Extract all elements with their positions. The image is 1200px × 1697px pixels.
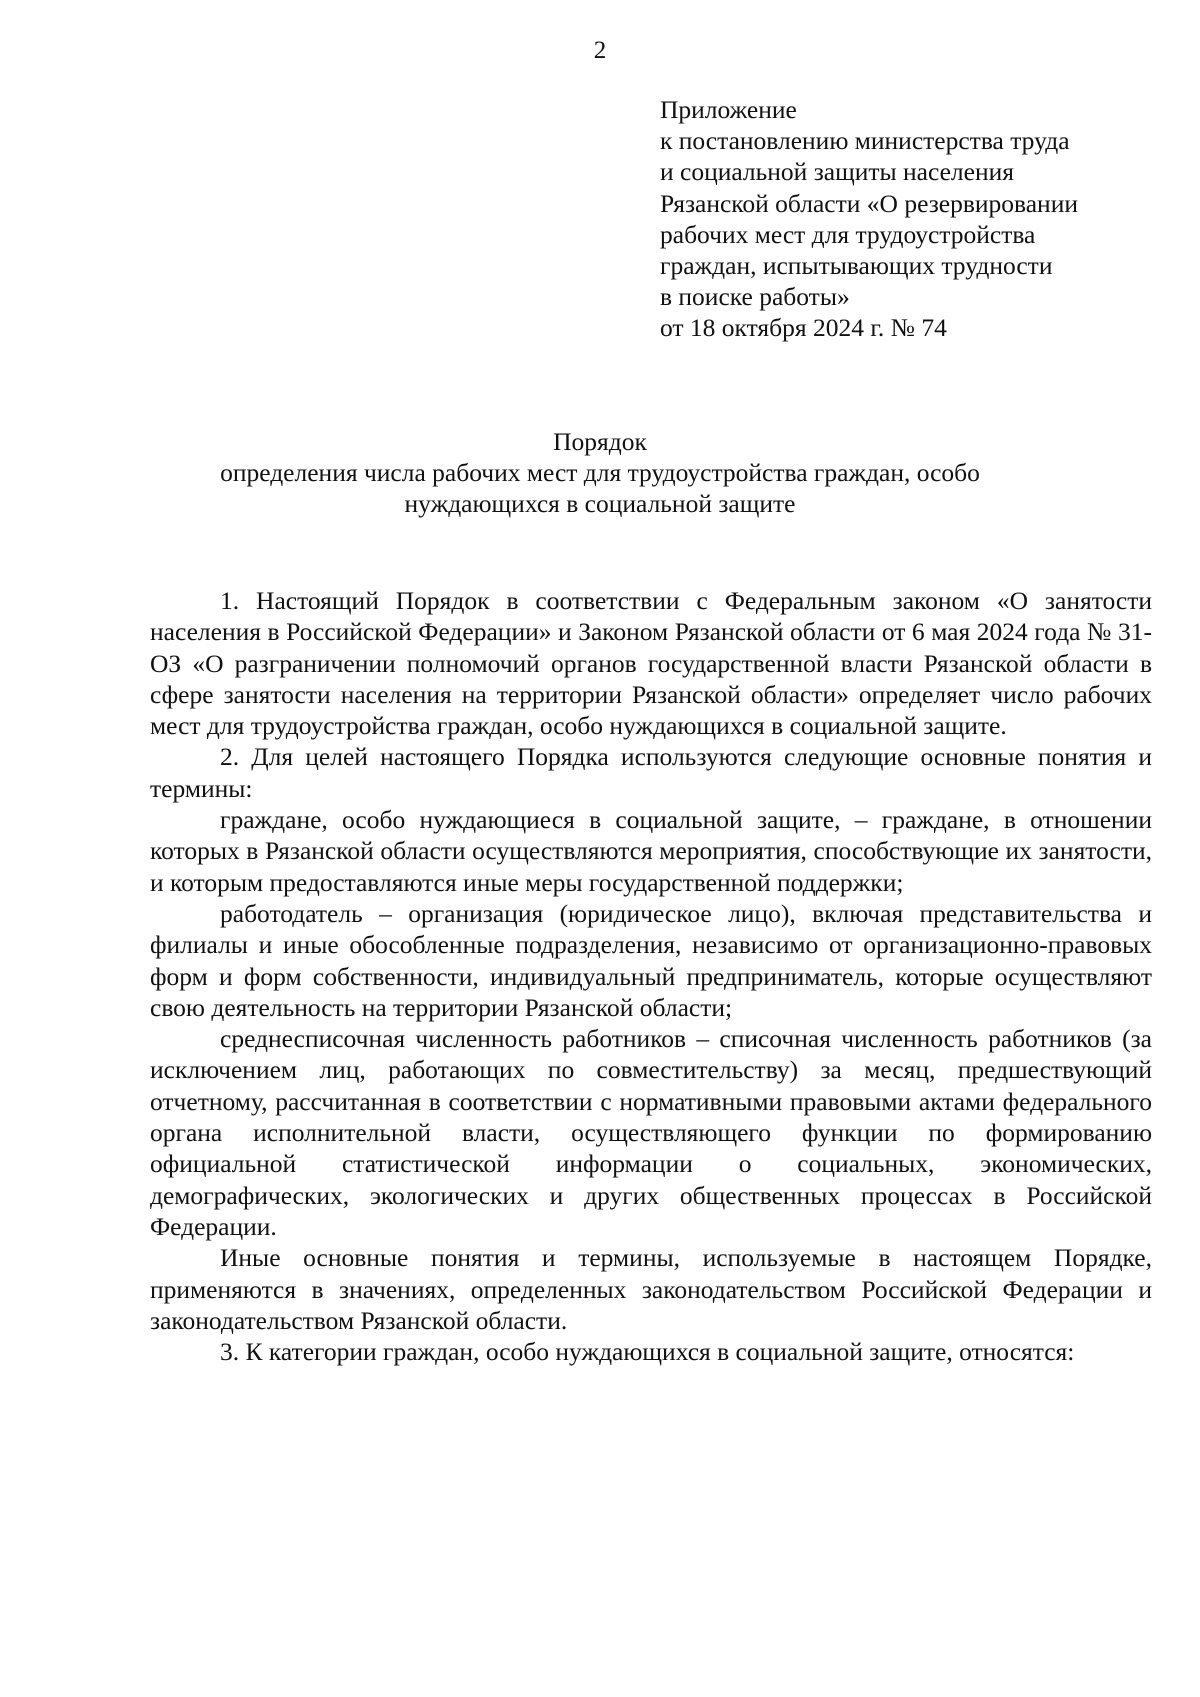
appendix-line: и социальной защиты населения: [660, 157, 1014, 187]
paragraph-3: 3. К категории граждан, особо нуждающихся в социальной защите, относятся:: [220, 1337, 1075, 1367]
page-number: 2: [593, 37, 607, 64]
document-body: [150, 585, 1152, 1367]
paragraph-other-terms: Иные основные понятия и термины, используемые в настоящем Порядке, применяются в значениях, определенных законодательством Российской Федерации и законодательством Рязанской области.: [150, 1243, 1152, 1335]
title-line: определения числа рабочих мест для трудоустройства граждан, особо: [220, 458, 980, 487]
appendix-line: граждан, испытывающих трудности: [660, 250, 1053, 280]
appendix-line: от 18 октября 2024 г. № 74: [660, 313, 947, 343]
definition-headcount: среднесписочная численность работников – списочная численность работников (за исключением лиц, работающих по совместительству) за месяц, предшествующий отчетному, рассчитанная в соответствии с нормативными правовыми актами федерального органа исполнительной власти, осуществляющего функции по формированию официальной статистической информации о социальных, экономических, демографических, экологических и других общественных процессах в Российской Федерации.: [150, 1024, 1152, 1241]
title-line: нуждающихся в социальной защите: [404, 489, 796, 518]
title-line: Порядок: [553, 427, 647, 456]
appendix-block: [660, 94, 1160, 344]
paragraph-1: 1. Настоящий Порядок в соответствии с Федеральным законом «О занятости населения в Российской Федерации» и Законом Рязанской области от 6 мая 2024 года № 31-ОЗ «О разграничении полномочий органов государственной власти Рязанской области в сфере занятости населения на территории Рязанской области» определяет число рабочих мест для трудоустройства граждан, особо нуждающихся в социальной защите.: [150, 586, 1152, 741]
appendix-line: Рязанской области «О резервировании: [660, 188, 1078, 218]
document-title: [0, 426, 1200, 519]
appendix-line: рабочих мест для трудоустройства: [660, 219, 1036, 249]
definition-employer: работодатель – организация (юридическое лицо), включая представительства и филиалы и иные обособленные подразделения, независимо от организационно-правовых форм и форм собственности, индивидуальный предприниматель, которые осуществляют свою деятельность на территории Рязанской области;: [150, 898, 1152, 1022]
appendix-line: Приложение: [660, 95, 797, 124]
appendix-line: в поиске работы»: [660, 282, 850, 312]
paragraph-2: 2. Для целей настоящего Порядка используются следующие основные понятия и термины:: [150, 742, 1152, 803]
definition-citizens: граждане, особо нуждающиеся в социальной защите, – граждане, в отношении которых в Рязанской области осуществляются мероприятия, способствующие их занятости, и которым предоставляются иные меры государственной поддержки;: [150, 805, 1152, 897]
appendix-line: к постановлению министерства труда: [660, 126, 1070, 156]
